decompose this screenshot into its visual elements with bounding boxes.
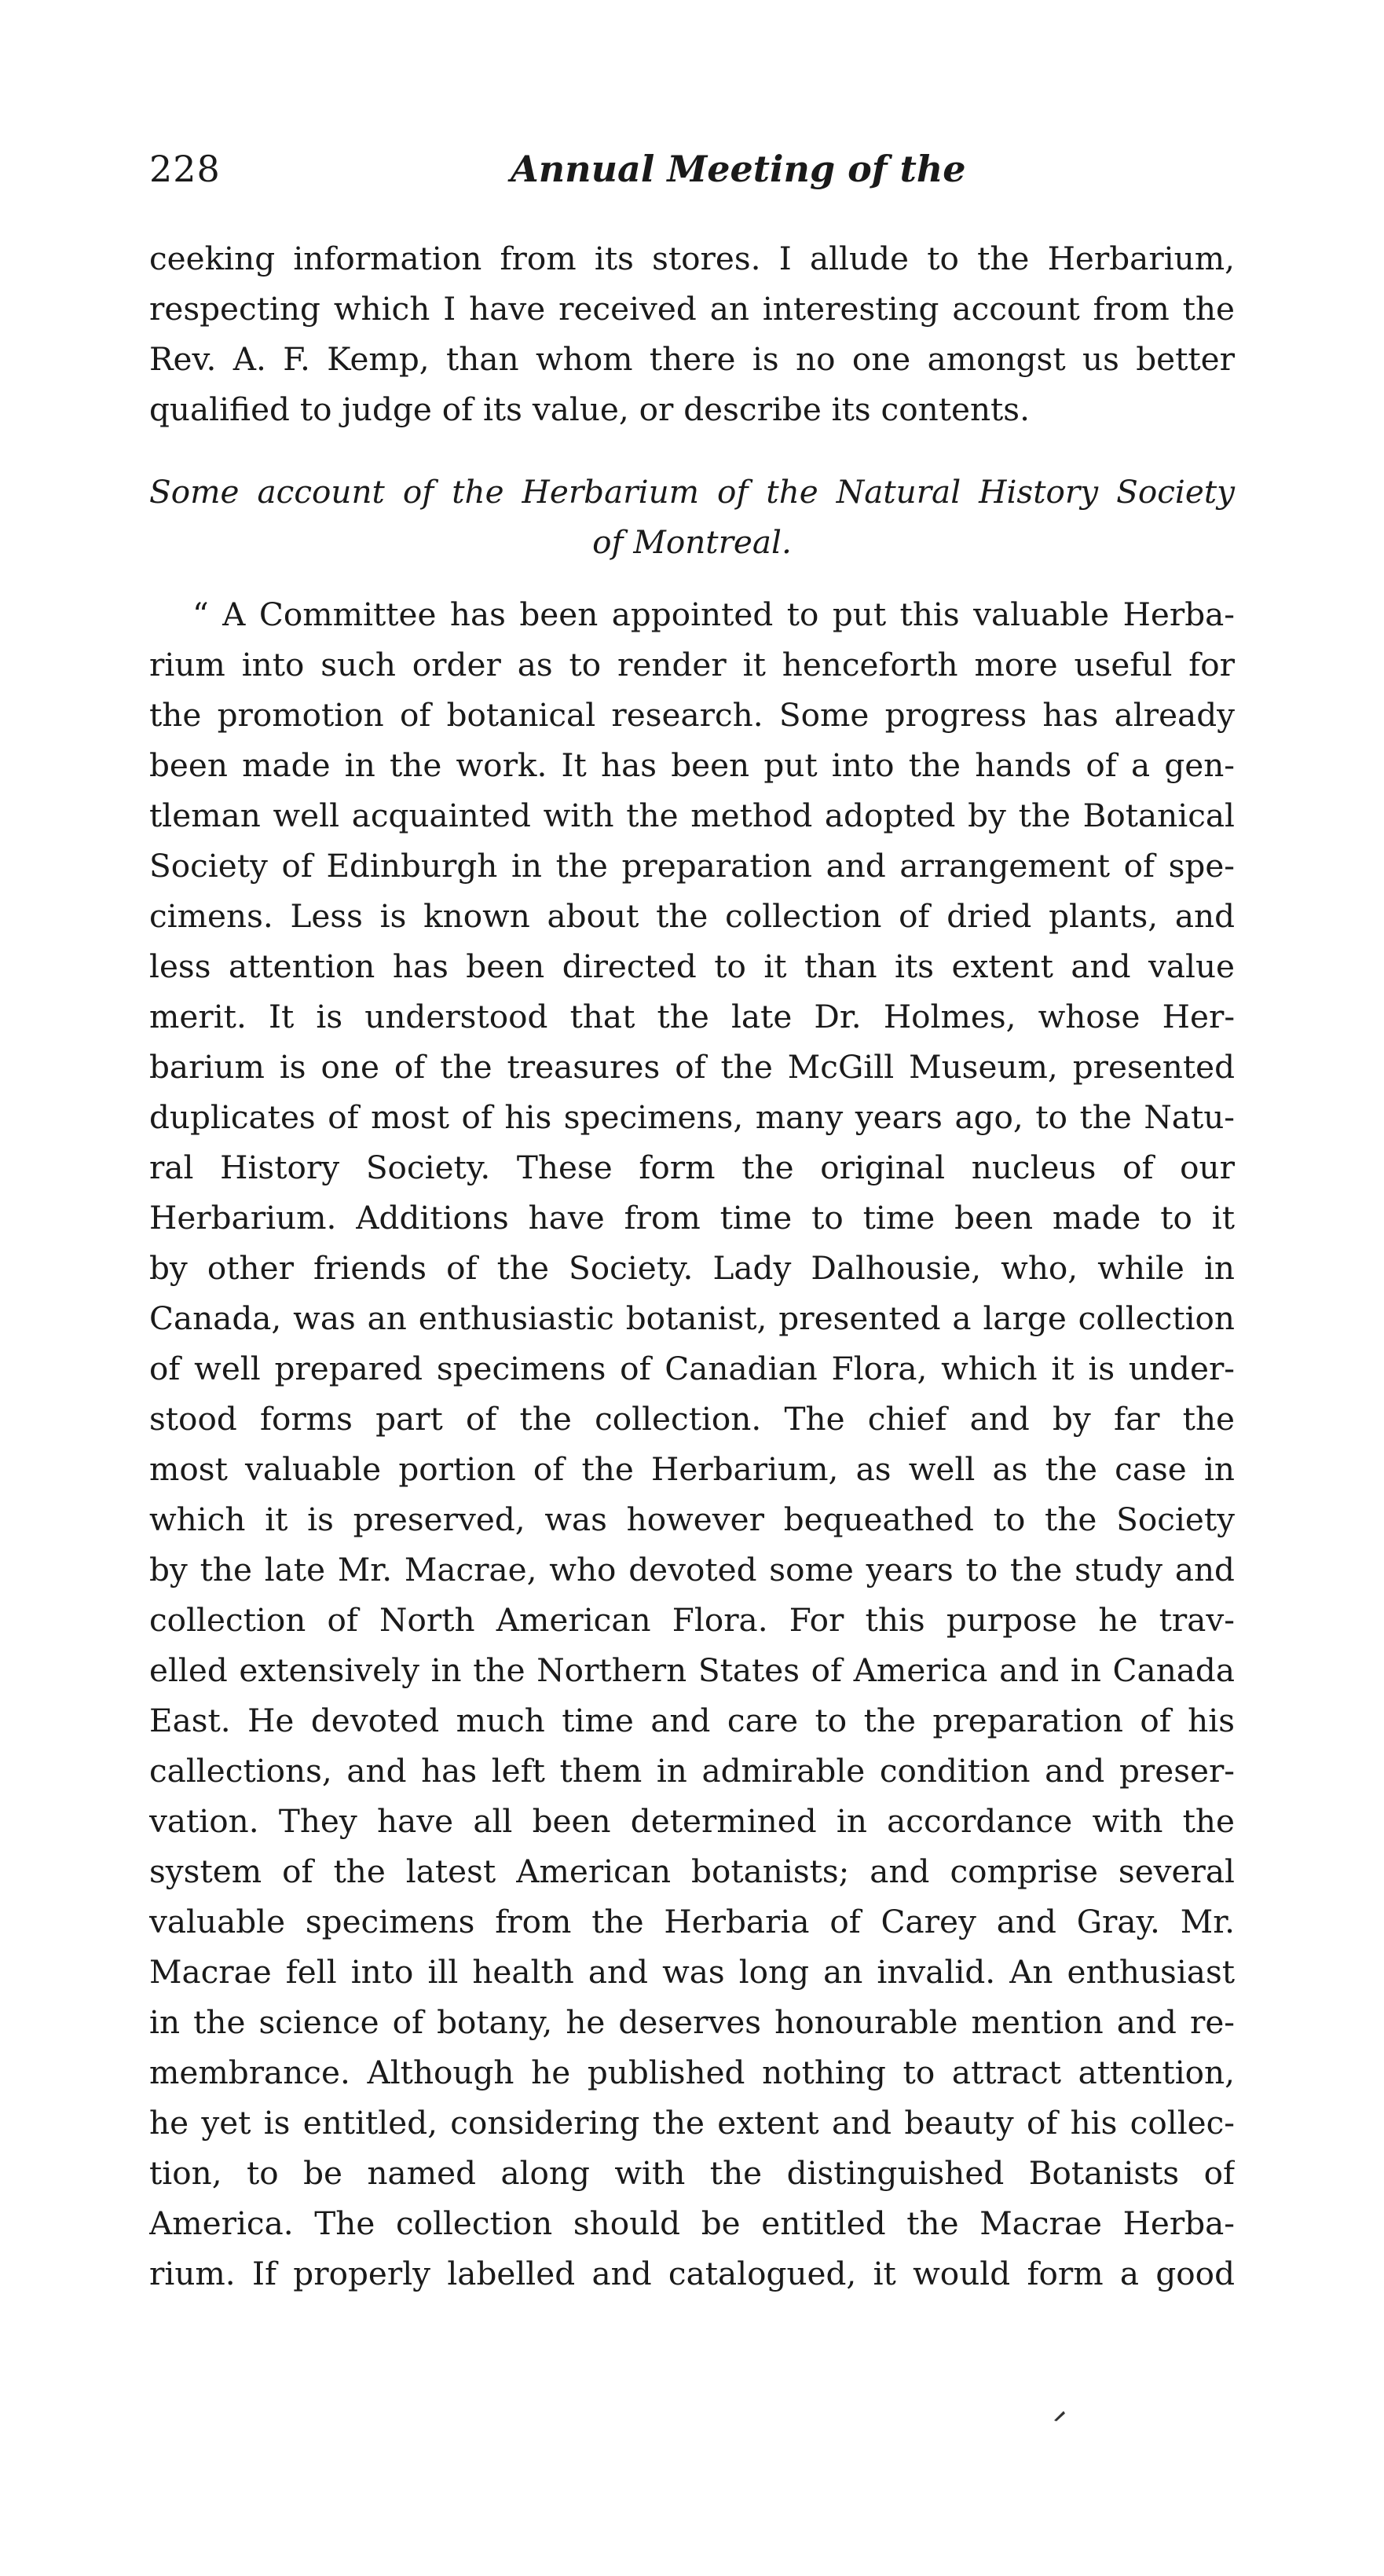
text-line: merit. It is understood that the late Dr. Holmes, whose Her- bbox=[149, 998, 1235, 1035]
text-line: which it is preserved, was however bequeathed to the Society bbox=[149, 1501, 1235, 1538]
text-line: collection of North American Flora. For this purpose he trav- bbox=[149, 1601, 1235, 1639]
text-line: Rev. A. F. Kemp, than whom there is no one amongst us better bbox=[149, 340, 1235, 378]
print-speck bbox=[1051, 2402, 1068, 2430]
text-line: barium is one of the treasures of the McGill Museum, presented bbox=[149, 1048, 1235, 1086]
section-heading-line: Some account of the Herbarium of the Natural History Society bbox=[149, 473, 1235, 511]
text-line: been made in the work. It has been put into the hands of a gen- bbox=[149, 746, 1235, 784]
text-line: Macrae fell into ill health and was long an invalid. An enthusiast bbox=[149, 1953, 1235, 1991]
text-line: by the late Mr. Macrae, who devoted some years to the study and bbox=[149, 1551, 1235, 1588]
text-line: rium. If properly labelled and catalogued, it would form a good bbox=[149, 2255, 1235, 2292]
text-line: Society of Edinburgh in the preparation and arrangement of spe- bbox=[149, 847, 1235, 885]
section-heading-line: of Montreal. bbox=[592, 523, 792, 561]
text-line: ral History Society. These form the original nucleus of our bbox=[149, 1149, 1235, 1186]
text-line: rium into such order as to render it henceforth more useful for bbox=[149, 646, 1235, 683]
text-line: vation. They have all been determined in accordance with the bbox=[149, 1802, 1235, 1840]
text-line: membrance. Although he published nothing to attract attention, bbox=[149, 2054, 1235, 2091]
text-line: callections, and has left them in admirable condition and preser- bbox=[149, 1752, 1235, 1790]
text-line: Canada, was an enthusiastic botanist, presented a large collection bbox=[149, 1299, 1235, 1337]
text-line: most valuable portion of the Herbarium, as well as the case in bbox=[149, 1450, 1235, 1488]
text-line: cimens. Less is known about the collection of dried plants, and bbox=[149, 897, 1235, 935]
text-line: less attention has been directed to it than its extent and value bbox=[149, 947, 1235, 985]
text-line: the promotion of botanical research. Some progress has already bbox=[149, 696, 1235, 734]
text-line: tion, to be named along with the distinguished Botanists of bbox=[149, 2154, 1235, 2192]
text-line: ceeking information from its stores. I allude to the Herbarium, bbox=[149, 240, 1235, 277]
text-line: of well prepared specimens of Canadian Flora, which it is under- bbox=[149, 1350, 1235, 1387]
text-line: system of the latest American botanists; and comprise several bbox=[149, 1852, 1235, 1890]
page-header bbox=[149, 148, 1249, 211]
running-title: Annual Meeting of the bbox=[511, 148, 966, 190]
page-number: 228 bbox=[149, 148, 221, 190]
text-line: duplicates of most of his specimens, many years ago, to the Natu- bbox=[149, 1098, 1235, 1136]
text-line: Herbarium. Additions have from time to time been made to it bbox=[149, 1199, 1235, 1237]
text-line: stood forms part of the collection. The chief and by far the bbox=[149, 1400, 1235, 1438]
text-line: in the science of botany, he deserves honourable mention and re- bbox=[149, 2003, 1235, 2041]
text-line: by other friends of the Society. Lady Dalhousie, who, while in bbox=[149, 1249, 1235, 1287]
text-line: America. The collection should be entitled the Macrae Herba- bbox=[149, 2204, 1235, 2242]
text-line: respecting which I have received an interesting account from the bbox=[149, 290, 1235, 328]
text-line: tleman well acquainted with the method adopted by the Botanical bbox=[149, 797, 1235, 834]
text-line: qualified to judge of its value, or describe its contents. bbox=[149, 390, 1030, 428]
text-line: “ A Committee has been appointed to put this valuable Herba- bbox=[192, 595, 1235, 633]
text-line: East. He devoted much time and care to the preparation of his bbox=[149, 1702, 1235, 1739]
text-line: valuable specimens from the Herbaria of Carey and Gray. Mr. bbox=[149, 1903, 1235, 1940]
text-line: elled extensively in the Northern States of America and in Canada bbox=[149, 1651, 1235, 1689]
text-line: he yet is entitled, considering the extent and beauty of his collec- bbox=[149, 2104, 1235, 2142]
